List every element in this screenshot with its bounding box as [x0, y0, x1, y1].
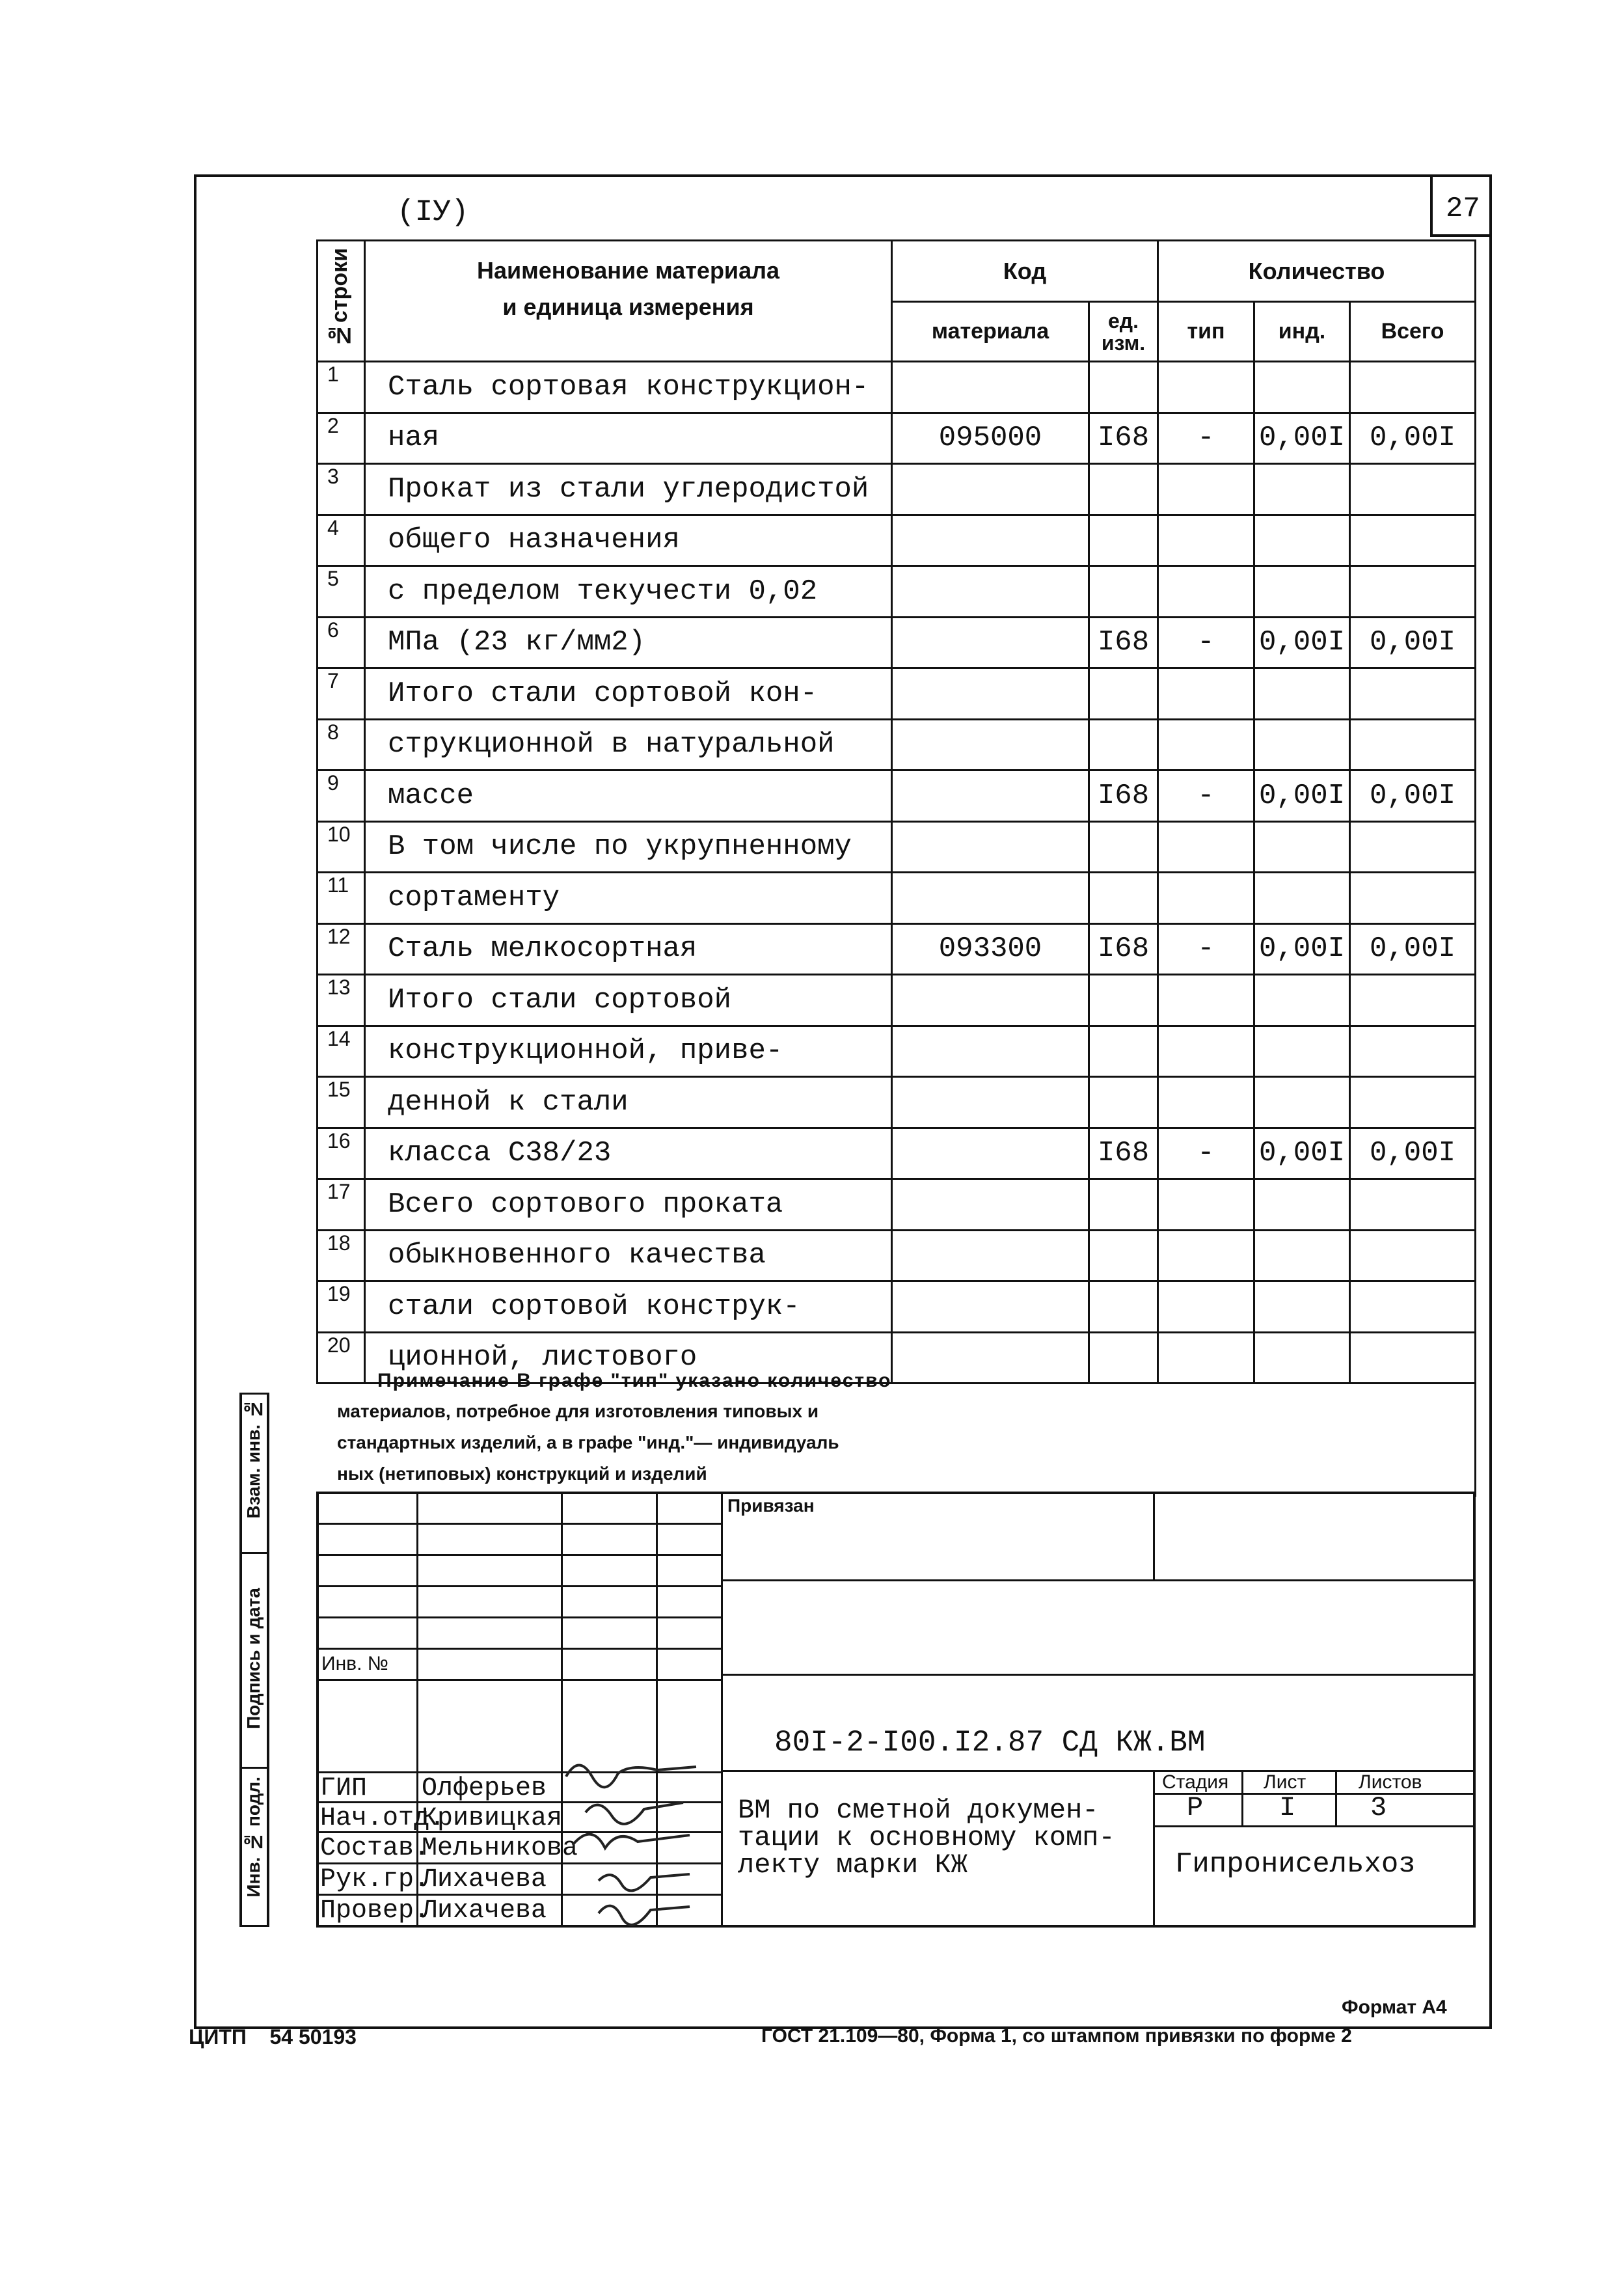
stamp-inv-no-label: Инв. № [321, 1653, 388, 1674]
material-name: ная [365, 413, 892, 464]
qty-ind: 0,00I [1254, 770, 1350, 822]
qty-ind [1254, 821, 1350, 873]
row-number: 3 [318, 464, 365, 515]
stamp-grid-h6 [316, 1679, 721, 1681]
stamp-role: Провер. [320, 1896, 430, 1926]
stamp-stage-hdiv2 [1153, 1825, 1474, 1827]
side-strip-bottom [239, 1925, 269, 1927]
table-row [318, 668, 1476, 720]
unit-code [1089, 515, 1158, 566]
materials-table [316, 239, 1476, 1384]
name-header-line1: Наименование материала [477, 257, 779, 284]
qty-typ [1158, 566, 1254, 618]
stamp-linked-hdiv [721, 1579, 1476, 1581]
qty-header: Количество [1158, 241, 1476, 302]
unit-code: I68 [1089, 923, 1158, 975]
name-header [365, 241, 892, 362]
row-number: 7 [318, 668, 365, 720]
unit-code [1089, 873, 1158, 924]
table-row [318, 1281, 1476, 1333]
stamp-person-name: Кривицкая [422, 1804, 563, 1833]
row-number: 11 [318, 873, 365, 924]
table-row [318, 1026, 1476, 1077]
qty-ind [1254, 668, 1350, 720]
table-row [318, 464, 1476, 515]
code-header: Код [892, 241, 1158, 302]
table-row [318, 413, 1476, 464]
format-label: Формат А4 [1342, 1997, 1447, 2018]
table-row [318, 923, 1476, 975]
note-line-3: стандартных изделий, а в графе "инд."— индивидуаль [337, 1432, 839, 1452]
qty-ind [1254, 1026, 1350, 1077]
stamp-role: Нач.отд. [320, 1804, 446, 1833]
qty-typ: - [1158, 617, 1254, 668]
row-number: 14 [318, 1026, 365, 1077]
unit-code [1089, 1077, 1158, 1128]
row-number: 1 [318, 362, 365, 413]
sheet-number: 27 [1446, 193, 1480, 225]
table-row [318, 566, 1476, 618]
note-right-border [1474, 1357, 1476, 1497]
unit-code [1089, 566, 1158, 618]
qty-total [1350, 975, 1476, 1026]
material-code [892, 1077, 1089, 1128]
qty-ind: 0,00I [1254, 413, 1350, 464]
row-number: 18 [318, 1230, 365, 1281]
unit-code [1089, 464, 1158, 515]
row-number: 6 [318, 617, 365, 668]
qty-typ: - [1158, 770, 1254, 822]
qty-typ [1158, 1332, 1254, 1384]
unit-code [1089, 1332, 1158, 1384]
footer-left: ЦИТП 54 50193 [189, 2025, 357, 2049]
table-row [318, 719, 1476, 770]
material-name: денной к стали [365, 1077, 892, 1128]
stamp-role: Рук.гр. [320, 1865, 430, 1894]
qty-typ [1158, 1077, 1254, 1128]
table-row [318, 873, 1476, 924]
unit-code [1089, 975, 1158, 1026]
material-name: Сталь сортовая конструкцион- [365, 362, 892, 413]
material-name: массе [365, 770, 892, 822]
side-label-inv-orig: Инв. № подл. [243, 1777, 264, 1898]
materials-table-body [318, 362, 1476, 1384]
table-row [318, 1077, 1476, 1128]
stamp-grid-h1 [316, 1523, 721, 1525]
material-name: класса С38/23 [365, 1128, 892, 1179]
qty-ind: 0,00I [1254, 923, 1350, 975]
qty-total: 0,00I [1350, 770, 1476, 822]
code-unit-l2: изм. [1101, 331, 1146, 355]
qty-typ [1158, 975, 1254, 1026]
material-name: сортаменту [365, 873, 892, 924]
row-number: 13 [318, 975, 365, 1026]
qty-typ [1158, 668, 1254, 720]
signature-3 [573, 1834, 690, 1848]
material-code [892, 362, 1089, 413]
qty-ind: 0,00I [1254, 1128, 1350, 1179]
qty-total [1350, 668, 1476, 720]
stamp-grid-h3 [316, 1585, 721, 1587]
qty-typ [1158, 515, 1254, 566]
qty-total [1350, 1281, 1476, 1333]
material-code [892, 1128, 1089, 1179]
signature-5 [599, 1906, 690, 1925]
unit-code [1089, 668, 1158, 720]
table-row [318, 515, 1476, 566]
qty-ind [1254, 1077, 1350, 1128]
material-code: 093300 [892, 923, 1089, 975]
qty-ind [1254, 1332, 1350, 1384]
sheet-number-underline [1430, 234, 1492, 237]
material-code [892, 1026, 1089, 1077]
name-header-line2: и единица измерения [502, 293, 754, 320]
material-name: Итого стали сортовой [365, 975, 892, 1026]
material-name: Сталь мелкосортная [365, 923, 892, 975]
stamp-stage-vdiv1 [1241, 1770, 1243, 1827]
qty-ind [1254, 1179, 1350, 1231]
material-code [892, 1281, 1089, 1333]
qty-total [1350, 464, 1476, 515]
material-name: В том числе по укрупненному [365, 821, 892, 873]
stamp-person-name: Лихачева [422, 1865, 547, 1894]
qty-total [1350, 1230, 1476, 1281]
row-number: 16 [318, 1128, 365, 1179]
material-name: Всего сортового проката [365, 1179, 892, 1231]
qty-ind [1254, 873, 1350, 924]
table-row [318, 1230, 1476, 1281]
qty-ind [1254, 1281, 1350, 1333]
qty-ind [1254, 1230, 1350, 1281]
material-code [892, 975, 1089, 1026]
row-number: 9 [318, 770, 365, 822]
note-line-2: материалов, потребное для изготовления типовых и [337, 1401, 819, 1421]
qty-typ [1158, 873, 1254, 924]
material-code [892, 1230, 1089, 1281]
material-code [892, 1332, 1089, 1384]
qty-ind [1254, 362, 1350, 413]
sheet-label: Лист [1264, 1771, 1306, 1793]
signatures [560, 1751, 729, 1926]
material-name: МПа (23 кг/мм2) [365, 617, 892, 668]
qty-typ [1158, 719, 1254, 770]
qty-total [1350, 719, 1476, 770]
material-code [892, 515, 1089, 566]
material-code [892, 566, 1089, 618]
signature-4 [599, 1874, 690, 1890]
qty-total-header: Всего [1350, 302, 1476, 362]
note-line-4: ных (нетиповых) конструкций и изделий [337, 1464, 707, 1484]
qty-typ [1158, 1230, 1254, 1281]
signature-2 [586, 1803, 683, 1824]
unit-code: I68 [1089, 770, 1158, 822]
material-name: с пределом текучести 0,02 [365, 566, 892, 618]
unit-code [1089, 1179, 1158, 1231]
rownum-header-label: №строки [327, 248, 352, 348]
doc-title-line2: тации к основному комп- [738, 1822, 1115, 1853]
table-row [318, 821, 1476, 873]
side-strip-right [267, 1393, 269, 1926]
stamp-grid-h4 [316, 1616, 721, 1618]
table-row [318, 1179, 1476, 1231]
qty-ind: 0,00I [1254, 617, 1350, 668]
row-number: 2 [318, 413, 365, 464]
material-code [892, 1179, 1089, 1231]
qty-total: 0,00I [1350, 923, 1476, 975]
side-strip-div1 [239, 1552, 269, 1554]
material-code [892, 873, 1089, 924]
material-name: Прокат из стали углеродистой [365, 464, 892, 515]
organization-name: Гипронисельхоз [1175, 1848, 1416, 1881]
material-name: стали сортовой конструк- [365, 1281, 892, 1333]
stage-label: Стадия [1162, 1771, 1229, 1793]
qty-total [1350, 1332, 1476, 1384]
rownum-header [318, 241, 365, 362]
document-code: 80I-2-I00.I2.87 СД КЖ.ВМ [774, 1726, 1206, 1760]
qty-total [1350, 1077, 1476, 1128]
qty-typ: - [1158, 1128, 1254, 1179]
qty-typ [1158, 1281, 1254, 1333]
footer-right: ГОСТ 21.109—80, Форма 1, со штампом привязки по форме 2 [761, 2025, 1352, 2047]
row-number: 4 [318, 515, 365, 566]
unit-code [1089, 1281, 1158, 1333]
row-number: 20 [318, 1332, 365, 1384]
material-name: общего назначения [365, 515, 892, 566]
material-name: струкционной в натуральной [365, 719, 892, 770]
qty-typ-header: тип [1158, 302, 1254, 362]
stamp-stage-vdiv2 [1335, 1770, 1337, 1827]
qty-total [1350, 1179, 1476, 1231]
qty-total [1350, 873, 1476, 924]
doc-title-line1: ВМ по сметной докумен- [738, 1795, 1099, 1826]
qty-ind-header: инд. [1254, 302, 1350, 362]
material-code: 095000 [892, 413, 1089, 464]
qty-ind [1254, 515, 1350, 566]
unit-code [1089, 719, 1158, 770]
material-code [892, 770, 1089, 822]
unit-code [1089, 1230, 1158, 1281]
sheet-number-divider [1430, 174, 1433, 236]
stamp-top [316, 1492, 1474, 1494]
code-unit-header [1089, 302, 1158, 362]
stamp-linked-vdiv [1153, 1492, 1155, 1579]
qty-typ [1158, 362, 1254, 413]
unit-code: I68 [1089, 617, 1158, 668]
qty-total: 0,00I [1350, 617, 1476, 668]
sheets-value: 3 [1370, 1792, 1387, 1823]
row-number: 15 [318, 1077, 365, 1128]
qty-total: 0,00I [1350, 1128, 1476, 1179]
row-number: 5 [318, 566, 365, 618]
stamp-linked-label: Привязан [727, 1495, 815, 1516]
stamp-code-hdiv [721, 1674, 1476, 1676]
qty-ind [1254, 566, 1350, 618]
sheet-value: I [1279, 1792, 1296, 1823]
qty-total [1350, 362, 1476, 413]
stamp-person-name: Лихачева [422, 1896, 547, 1926]
qty-total: 0,00I [1350, 413, 1476, 464]
section-mark: (IУ) [397, 195, 469, 229]
qty-ind [1254, 975, 1350, 1026]
qty-ind [1254, 464, 1350, 515]
material-name: конструкционной, приве- [365, 1026, 892, 1077]
qty-typ [1158, 821, 1254, 873]
row-number: 19 [318, 1281, 365, 1333]
unit-code: I68 [1089, 413, 1158, 464]
stamp-grid-h5 [316, 1648, 721, 1650]
stamp-role: Состав. [320, 1834, 430, 1863]
stamp-right [1473, 1492, 1476, 1928]
material-name: обыкновенного качества [365, 1230, 892, 1281]
table-row [318, 1128, 1476, 1179]
qty-total [1350, 821, 1476, 873]
signature-1 [566, 1765, 696, 1788]
code-material-header: материала [892, 302, 1089, 362]
row-number: 12 [318, 923, 365, 975]
material-name: Итого стали сортовой кон- [365, 668, 892, 720]
table-row [318, 617, 1476, 668]
material-code [892, 617, 1089, 668]
stamp-role: ГИП [320, 1774, 368, 1803]
row-number: 10 [318, 821, 365, 873]
row-number: 8 [318, 719, 365, 770]
qty-total [1350, 1026, 1476, 1077]
side-strip-left [239, 1393, 242, 1926]
material-code [892, 719, 1089, 770]
side-strip-top [239, 1393, 269, 1395]
table-row [318, 770, 1476, 822]
table-row [318, 975, 1476, 1026]
qty-ind [1254, 719, 1350, 770]
qty-typ: - [1158, 923, 1254, 975]
table-row [318, 362, 1476, 413]
stamp-person-name: Олферьев [422, 1774, 547, 1803]
doc-title-line3: лекту марки КЖ [738, 1849, 968, 1881]
unit-code [1089, 821, 1158, 873]
stamp-person-name: Мельникова [422, 1834, 578, 1863]
unit-code [1089, 362, 1158, 413]
side-label-sign-date: Подпись и дата [243, 1588, 264, 1729]
material-code [892, 668, 1089, 720]
qty-total [1350, 515, 1476, 566]
qty-typ [1158, 1179, 1254, 1231]
code-unit-l1: ед. [1108, 308, 1139, 333]
note-line-1: Примечание В графе "тип" указано количество [377, 1370, 892, 1391]
sheets-label: Листов [1359, 1771, 1422, 1793]
side-strip-div2 [239, 1767, 269, 1769]
unit-code [1089, 1026, 1158, 1077]
material-code [892, 464, 1089, 515]
qty-typ [1158, 1026, 1254, 1077]
qty-typ [1158, 464, 1254, 515]
stage-value: Р [1187, 1792, 1204, 1823]
stamp-grid-h2 [316, 1554, 721, 1556]
unit-code: I68 [1089, 1128, 1158, 1179]
side-label-swap-inv: Взам. инв. № [243, 1399, 264, 1519]
material-code [892, 821, 1089, 873]
qty-total [1350, 566, 1476, 618]
material-name: ционной, листового [365, 1332, 892, 1384]
row-number: 17 [318, 1179, 365, 1231]
qty-typ: - [1158, 413, 1254, 464]
